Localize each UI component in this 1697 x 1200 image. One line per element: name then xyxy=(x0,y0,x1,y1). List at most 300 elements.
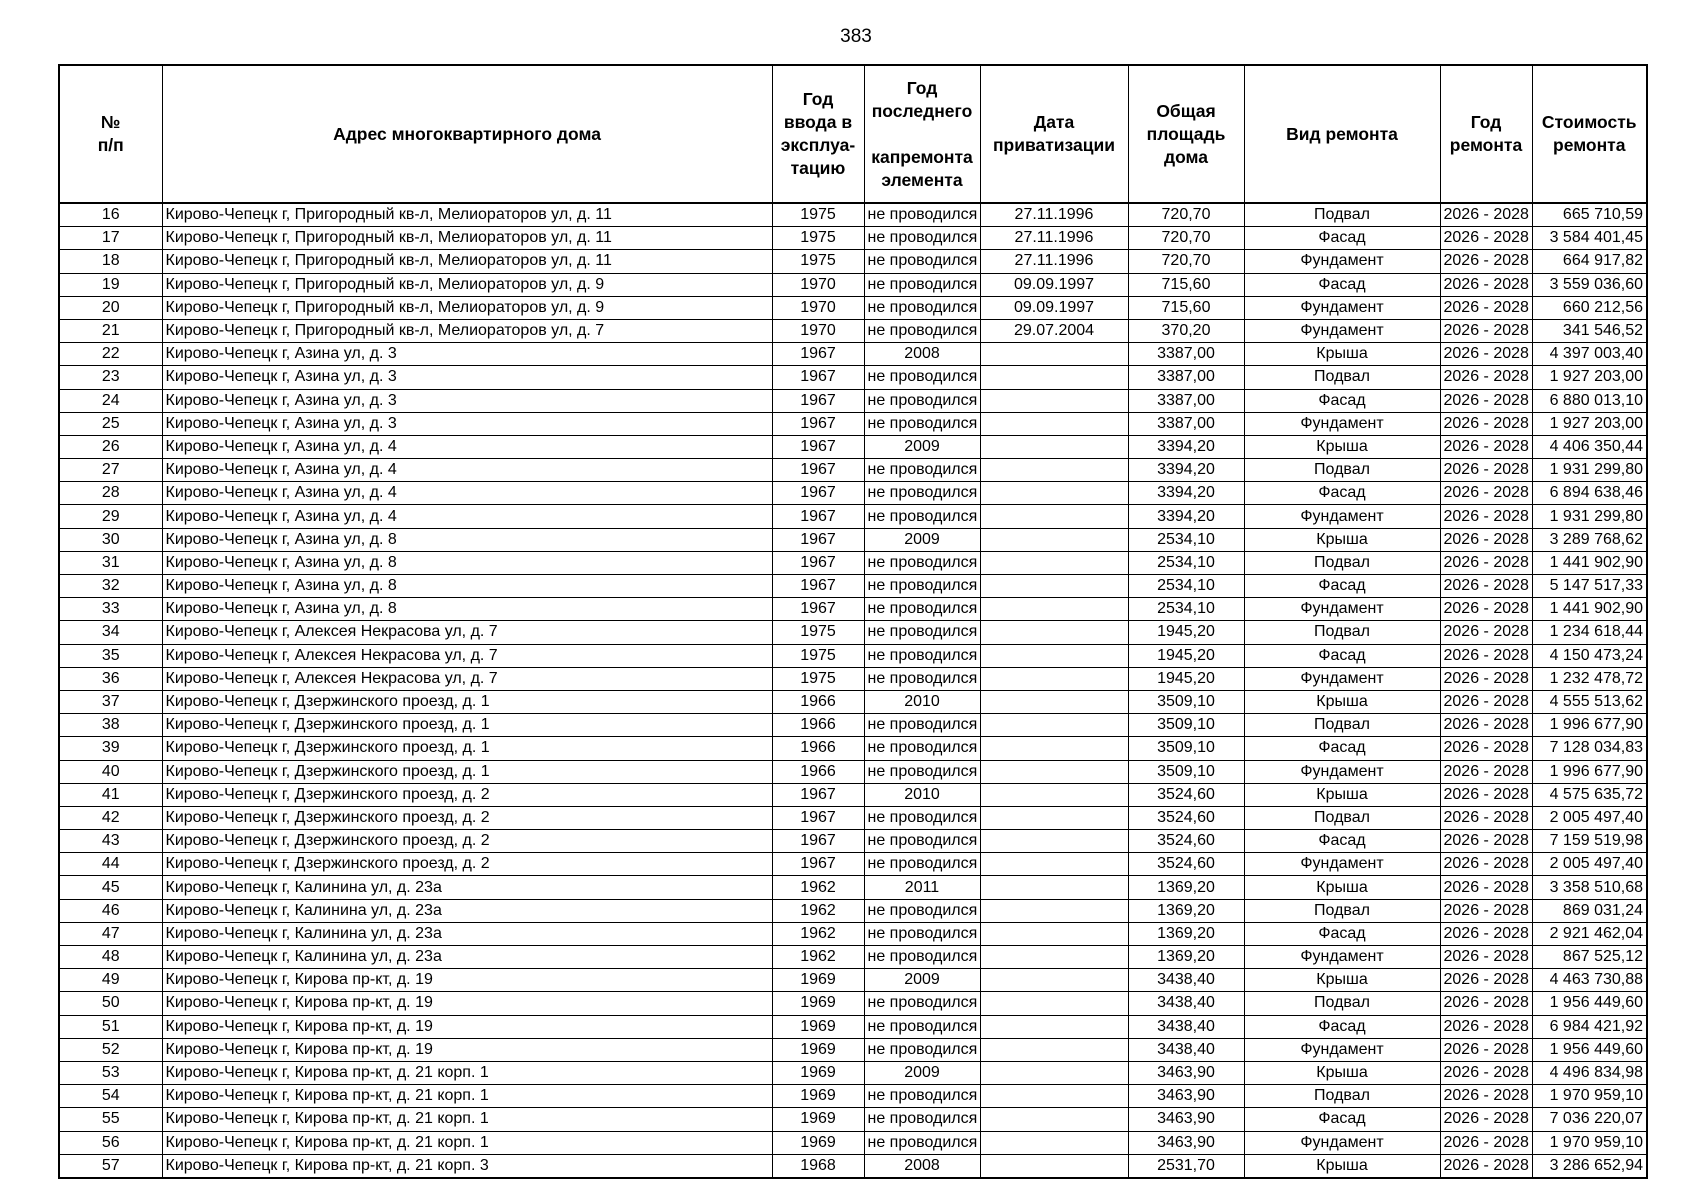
row-number: 30 xyxy=(59,528,162,551)
repair-type-cell: Фундамент xyxy=(1244,250,1440,273)
address-cell: Кирово-Чепецк г, Калинина ул, д. 23а xyxy=(162,876,772,899)
year-built-cell: 1962 xyxy=(772,946,864,969)
table-row xyxy=(59,899,1647,922)
repair-cost-cell: 1 996 677,90 xyxy=(1532,714,1647,737)
year-built-cell: 1967 xyxy=(772,783,864,806)
repair-year-cell: 2026 - 2028 xyxy=(1440,505,1532,528)
year-built-cell: 1967 xyxy=(772,830,864,853)
row-number: 24 xyxy=(59,389,162,412)
table-row xyxy=(59,992,1647,1015)
row-number: 38 xyxy=(59,714,162,737)
last-repair-cell: не проводился xyxy=(864,1131,980,1154)
header-line: Дата xyxy=(1033,112,1075,132)
last-repair-cell: не проводился xyxy=(864,389,980,412)
repair-cost-cell: 7 159 519,98 xyxy=(1532,830,1647,853)
last-repair-cell: 2008 xyxy=(864,1154,980,1178)
row-number: 44 xyxy=(59,853,162,876)
total-area-cell: 1369,20 xyxy=(1128,899,1244,922)
total-area-cell: 3463,90 xyxy=(1128,1131,1244,1154)
repair-cost-cell: 3 584 401,45 xyxy=(1532,227,1647,250)
repair-register-table xyxy=(58,64,1648,1179)
total-area-cell: 1945,20 xyxy=(1128,621,1244,644)
repair-year-cell: 2026 - 2028 xyxy=(1440,1015,1532,1038)
row-number: 17 xyxy=(59,227,162,250)
total-area-cell: 2531,70 xyxy=(1128,1154,1244,1178)
page-number: 383 xyxy=(840,26,872,47)
address-cell: Кирово-Чепецк г, Кирова пр-кт, д. 19 xyxy=(162,992,772,1015)
privatization-date-cell xyxy=(980,1108,1128,1131)
row-number: 51 xyxy=(59,1015,162,1038)
year-built-cell: 1975 xyxy=(772,667,864,690)
last-repair-cell: не проводился xyxy=(864,598,980,621)
table-row xyxy=(59,366,1647,389)
table-row xyxy=(59,853,1647,876)
repair-year-cell: 2026 - 2028 xyxy=(1440,435,1532,458)
address-cell: Кирово-Чепецк г, Азина ул, д. 8 xyxy=(162,551,772,574)
table-row xyxy=(59,412,1647,435)
year-built-cell: 1967 xyxy=(772,343,864,366)
row-number: 47 xyxy=(59,922,162,945)
repair-type-cell: Фундамент xyxy=(1244,319,1440,342)
repair-year-cell: 2026 - 2028 xyxy=(1440,296,1532,319)
privatization-date-cell: 27.11.1996 xyxy=(980,250,1128,273)
last-repair-cell: не проводился xyxy=(864,922,980,945)
row-number: 42 xyxy=(59,806,162,829)
repair-year-cell: 2026 - 2028 xyxy=(1440,459,1532,482)
address-cell: Кирово-Чепецк г, Калинина ул, д. 23а xyxy=(162,922,772,945)
repair-cost-cell: 7 036 220,07 xyxy=(1532,1108,1647,1131)
privatization-date-cell xyxy=(980,969,1128,992)
repair-year-cell: 2026 - 2028 xyxy=(1440,1154,1532,1178)
repair-type-cell: Крыша xyxy=(1244,1154,1440,1178)
header-total-area xyxy=(1128,65,1244,203)
last-repair-cell: не проводился xyxy=(864,412,980,435)
repair-cost-cell: 3 358 510,68 xyxy=(1532,876,1647,899)
row-number: 28 xyxy=(59,482,162,505)
total-area-cell: 3438,40 xyxy=(1128,992,1244,1015)
total-area-cell: 3509,10 xyxy=(1128,760,1244,783)
table-row xyxy=(59,296,1647,319)
repair-year-cell: 2026 - 2028 xyxy=(1440,899,1532,922)
table-row xyxy=(59,250,1647,273)
row-number: 34 xyxy=(59,621,162,644)
address-cell: Кирово-Чепецк г, Азина ул, д. 3 xyxy=(162,366,772,389)
last-repair-cell: не проводился xyxy=(864,760,980,783)
total-area-cell: 3463,90 xyxy=(1128,1085,1244,1108)
repair-year-cell: 2026 - 2028 xyxy=(1440,366,1532,389)
total-area-cell: 3509,10 xyxy=(1128,690,1244,713)
repair-type-cell: Фундамент xyxy=(1244,598,1440,621)
header-line: Год xyxy=(802,89,834,109)
table-row xyxy=(59,435,1647,458)
year-built-cell: 1969 xyxy=(772,1061,864,1084)
address-cell: Кирово-Чепецк г, Азина ул, д. 4 xyxy=(162,482,772,505)
total-area-cell: 3387,00 xyxy=(1128,366,1244,389)
total-area-cell: 3394,20 xyxy=(1128,482,1244,505)
table-row xyxy=(59,482,1647,505)
year-built-cell: 1970 xyxy=(772,273,864,296)
row-number: 43 xyxy=(59,830,162,853)
repair-type-cell: Крыша xyxy=(1244,783,1440,806)
repair-cost-cell: 3 559 036,60 xyxy=(1532,273,1647,296)
year-built-cell: 1967 xyxy=(772,505,864,528)
privatization-date-cell xyxy=(980,783,1128,806)
last-repair-cell: не проводился xyxy=(864,505,980,528)
repair-cost-cell: 3 289 768,62 xyxy=(1532,528,1647,551)
address-cell: Кирово-Чепецк г, Азина ул, д. 4 xyxy=(162,435,772,458)
table-row xyxy=(59,227,1647,250)
address-cell: Кирово-Чепецк г, Алексея Некрасова ул, д. 7 xyxy=(162,621,772,644)
repair-year-cell: 2026 - 2028 xyxy=(1440,783,1532,806)
privatization-date-cell xyxy=(980,644,1128,667)
table-row xyxy=(59,1061,1647,1084)
header-line: ремонта xyxy=(1553,135,1626,155)
total-area-cell: 3394,20 xyxy=(1128,505,1244,528)
repair-cost-cell: 4 150 473,24 xyxy=(1532,644,1647,667)
header-line: Общая xyxy=(1156,100,1216,121)
last-repair-cell: не проводился xyxy=(864,830,980,853)
row-number: 25 xyxy=(59,412,162,435)
total-area-cell: 3438,40 xyxy=(1128,969,1244,992)
last-repair-cell: не проводился xyxy=(864,1085,980,1108)
repair-cost-cell: 1 927 203,00 xyxy=(1532,412,1647,435)
privatization-date-cell xyxy=(980,412,1128,435)
table-row xyxy=(59,598,1647,621)
total-area-cell: 3509,10 xyxy=(1128,714,1244,737)
table-row xyxy=(59,783,1647,806)
year-built-cell: 1967 xyxy=(772,598,864,621)
privatization-date-cell xyxy=(980,1015,1128,1038)
header-repair-cost xyxy=(1532,65,1647,203)
repair-year-cell: 2026 - 2028 xyxy=(1440,922,1532,945)
table-body xyxy=(59,203,1647,1178)
repair-type-cell: Крыша xyxy=(1244,876,1440,899)
header-line: ввода в xyxy=(783,112,853,132)
privatization-date-cell xyxy=(980,922,1128,945)
header-line: п/п xyxy=(97,135,124,155)
repair-type-cell: Подвал xyxy=(1244,714,1440,737)
repair-cost-cell: 4 463 730,88 xyxy=(1532,969,1647,992)
row-number: 36 xyxy=(59,667,162,690)
year-built-cell: 1962 xyxy=(772,922,864,945)
repair-type-cell: Подвал xyxy=(1244,203,1440,227)
privatization-date-cell xyxy=(980,714,1128,737)
address-cell: Кирово-Чепецк г, Кирова пр-кт, д. 21 корп. 1 xyxy=(162,1108,772,1131)
total-area-cell: 1945,20 xyxy=(1128,667,1244,690)
privatization-date-cell xyxy=(980,992,1128,1015)
address-cell: Кирово-Чепецк г, Кирова пр-кт, д. 19 xyxy=(162,1038,772,1061)
year-built-cell: 1969 xyxy=(772,1085,864,1108)
header-line: эксплуа- xyxy=(780,135,856,155)
address-cell: Кирово-Чепецк г, Пригородный кв-л, Мелиораторов ул, д. 7 xyxy=(162,319,772,342)
table-row xyxy=(59,575,1647,598)
table-row xyxy=(59,690,1647,713)
year-built-cell: 1969 xyxy=(772,1038,864,1061)
repair-year-cell: 2026 - 2028 xyxy=(1440,598,1532,621)
address-cell: Кирово-Чепецк г, Пригородный кв-л, Мелиораторов ул, д. 11 xyxy=(162,250,772,273)
address-cell: Кирово-Чепецк г, Кирова пр-кт, д. 21 корп. 1 xyxy=(162,1085,772,1108)
total-area-cell: 2534,10 xyxy=(1128,575,1244,598)
last-repair-cell: не проводился xyxy=(864,482,980,505)
repair-cost-cell: 867 525,12 xyxy=(1532,946,1647,969)
year-built-cell: 1962 xyxy=(772,899,864,922)
address-cell: Кирово-Чепецк г, Дзержинского проезд, д. 2 xyxy=(162,783,772,806)
header-year-built xyxy=(772,65,864,203)
repair-year-cell: 2026 - 2028 xyxy=(1440,714,1532,737)
row-number: 16 xyxy=(59,203,162,227)
privatization-date-cell: 27.11.1996 xyxy=(980,203,1128,227)
row-number: 31 xyxy=(59,551,162,574)
address-cell: Кирово-Чепецк г, Азина ул, д. 8 xyxy=(162,575,772,598)
table-row xyxy=(59,969,1647,992)
repair-cost-cell: 1 927 203,00 xyxy=(1532,366,1647,389)
repair-cost-cell: 4 397 003,40 xyxy=(1532,343,1647,366)
repair-type-cell: Фасад xyxy=(1244,482,1440,505)
repair-type-cell: Подвал xyxy=(1244,899,1440,922)
last-repair-cell: не проводился xyxy=(864,227,980,250)
repair-cost-cell: 1 931 299,80 xyxy=(1532,459,1647,482)
row-number: 22 xyxy=(59,343,162,366)
repair-year-cell: 2026 - 2028 xyxy=(1440,575,1532,598)
year-built-cell: 1969 xyxy=(772,992,864,1015)
year-built-cell: 1967 xyxy=(772,389,864,412)
repair-type-cell: Подвал xyxy=(1244,551,1440,574)
repair-year-cell: 2026 - 2028 xyxy=(1440,203,1532,227)
total-area-cell: 2534,10 xyxy=(1128,551,1244,574)
row-number: 46 xyxy=(59,899,162,922)
privatization-date-cell xyxy=(980,1131,1128,1154)
total-area-cell: 370,20 xyxy=(1128,319,1244,342)
privatization-date-cell xyxy=(980,366,1128,389)
year-built-cell: 1969 xyxy=(772,1015,864,1038)
repair-type-cell: Фасад xyxy=(1244,575,1440,598)
repair-cost-cell: 665 710,59 xyxy=(1532,203,1647,227)
total-area-cell: 3438,40 xyxy=(1128,1015,1244,1038)
repair-type-cell: Подвал xyxy=(1244,806,1440,829)
repair-cost-cell: 869 031,24 xyxy=(1532,899,1647,922)
repair-cost-cell: 4 496 834,98 xyxy=(1532,1061,1647,1084)
privatization-date-cell: 09.09.1997 xyxy=(980,273,1128,296)
row-number: 20 xyxy=(59,296,162,319)
header-line: элемента xyxy=(881,169,963,190)
table-row xyxy=(59,644,1647,667)
row-number: 37 xyxy=(59,690,162,713)
last-repair-cell: не проводился xyxy=(864,737,980,760)
last-repair-cell: не проводился xyxy=(864,575,980,598)
year-built-cell: 1970 xyxy=(772,319,864,342)
header-repair-year xyxy=(1440,65,1532,203)
header-line: площадь xyxy=(1146,123,1226,144)
year-built-cell: 1962 xyxy=(772,876,864,899)
address-cell: Кирово-Чепецк г, Дзержинского проезд, д. 2 xyxy=(162,806,772,829)
repair-year-cell: 2026 - 2028 xyxy=(1440,1085,1532,1108)
header-repair-type xyxy=(1244,65,1440,203)
year-built-cell: 1969 xyxy=(772,1131,864,1154)
repair-cost-cell: 1 956 449,60 xyxy=(1532,992,1647,1015)
repair-type-cell: Фасад xyxy=(1244,922,1440,945)
total-area-cell: 1369,20 xyxy=(1128,946,1244,969)
total-area-cell: 1369,20 xyxy=(1128,876,1244,899)
header-line: дома xyxy=(1163,146,1208,167)
repair-year-cell: 2026 - 2028 xyxy=(1440,551,1532,574)
address-cell: Кирово-Чепецк г, Калинина ул, д. 23а xyxy=(162,899,772,922)
table-row xyxy=(59,1154,1647,1178)
table-row xyxy=(59,389,1647,412)
privatization-date-cell: 29.07.2004 xyxy=(980,319,1128,342)
privatization-date-cell xyxy=(980,853,1128,876)
last-repair-cell: не проводился xyxy=(864,899,980,922)
table-row xyxy=(59,737,1647,760)
repair-year-cell: 2026 - 2028 xyxy=(1440,737,1532,760)
table-header-row xyxy=(59,65,1647,203)
repair-year-cell: 2026 - 2028 xyxy=(1440,621,1532,644)
last-repair-cell: не проводился xyxy=(864,853,980,876)
repair-type-cell: Подвал xyxy=(1244,1085,1440,1108)
row-number: 32 xyxy=(59,575,162,598)
repair-cost-cell: 2 005 497,40 xyxy=(1532,806,1647,829)
table-row xyxy=(59,319,1647,342)
total-area-cell: 3524,60 xyxy=(1128,806,1244,829)
privatization-date-cell xyxy=(980,1085,1128,1108)
row-number: 29 xyxy=(59,505,162,528)
header-privatization-date xyxy=(980,65,1128,203)
address-cell: Кирово-Чепецк г, Кирова пр-кт, д. 21 корп. 1 xyxy=(162,1061,772,1084)
privatization-date-cell: 09.09.1997 xyxy=(980,296,1128,319)
row-number: 56 xyxy=(59,1131,162,1154)
repair-type-cell: Фундамент xyxy=(1244,296,1440,319)
address-cell: Кирово-Чепецк г, Кирова пр-кт, д. 19 xyxy=(162,1015,772,1038)
repair-year-cell: 2026 - 2028 xyxy=(1440,806,1532,829)
year-built-cell: 1975 xyxy=(772,644,864,667)
address-cell: Кирово-Чепецк г, Азина ул, д. 4 xyxy=(162,459,772,482)
privatization-date-cell xyxy=(980,1061,1128,1084)
repair-type-cell: Подвал xyxy=(1244,992,1440,1015)
row-number: 18 xyxy=(59,250,162,273)
address-cell: Кирово-Чепецк г, Дзержинского проезд, д. 1 xyxy=(162,690,772,713)
total-area-cell: 3394,20 xyxy=(1128,459,1244,482)
table-row xyxy=(59,1038,1647,1061)
total-area-cell: 2534,10 xyxy=(1128,528,1244,551)
privatization-date-cell: 27.11.1996 xyxy=(980,227,1128,250)
header-line: Адрес многоквартирного дома xyxy=(333,123,601,144)
last-repair-cell: 2009 xyxy=(864,435,980,458)
total-area-cell: 3524,60 xyxy=(1128,783,1244,806)
address-cell: Кирово-Чепецк г, Дзержинского проезд, д. 1 xyxy=(162,760,772,783)
total-area-cell: 715,60 xyxy=(1128,296,1244,319)
repair-year-cell: 2026 - 2028 xyxy=(1440,343,1532,366)
repair-type-cell: Крыша xyxy=(1244,969,1440,992)
privatization-date-cell xyxy=(980,737,1128,760)
table-row xyxy=(59,1015,1647,1038)
row-number: 50 xyxy=(59,992,162,1015)
row-number: 41 xyxy=(59,783,162,806)
year-built-cell: 1967 xyxy=(772,435,864,458)
last-repair-cell: 2008 xyxy=(864,343,980,366)
privatization-date-cell xyxy=(980,343,1128,366)
repair-type-cell: Крыша xyxy=(1244,690,1440,713)
repair-type-cell: Фасад xyxy=(1244,389,1440,412)
header-line: Стоимость xyxy=(1541,112,1637,132)
header-line xyxy=(867,123,978,146)
header-line: Год xyxy=(906,77,938,98)
table-row xyxy=(59,273,1647,296)
privatization-date-cell xyxy=(980,389,1128,412)
last-repair-cell: не проводился xyxy=(864,992,980,1015)
total-area-cell: 1945,20 xyxy=(1128,644,1244,667)
repair-type-cell: Фундамент xyxy=(1244,412,1440,435)
repair-year-cell: 2026 - 2028 xyxy=(1440,667,1532,690)
year-built-cell: 1966 xyxy=(772,760,864,783)
header-line: № xyxy=(100,112,121,132)
repair-year-cell: 2026 - 2028 xyxy=(1440,389,1532,412)
repair-cost-cell: 4 555 513,62 xyxy=(1532,690,1647,713)
year-built-cell: 1968 xyxy=(772,1154,864,1178)
repair-type-cell: Фундамент xyxy=(1244,1038,1440,1061)
repair-cost-cell: 2 921 462,04 xyxy=(1532,922,1647,945)
year-built-cell: 1967 xyxy=(772,806,864,829)
last-repair-cell: не проводился xyxy=(864,1108,980,1131)
repair-cost-cell: 1 232 478,72 xyxy=(1532,667,1647,690)
repair-type-cell: Подвал xyxy=(1244,459,1440,482)
last-repair-cell: не проводился xyxy=(864,1038,980,1061)
last-repair-cell: не проводился xyxy=(864,319,980,342)
total-area-cell: 1369,20 xyxy=(1128,922,1244,945)
table-row xyxy=(59,621,1647,644)
address-cell: Кирово-Чепецк г, Пригородный кв-л, Мелиораторов ул, д. 11 xyxy=(162,227,772,250)
privatization-date-cell xyxy=(980,806,1128,829)
address-cell: Кирово-Чепецк г, Дзержинского проезд, д. 1 xyxy=(162,714,772,737)
row-number: 49 xyxy=(59,969,162,992)
repair-year-cell: 2026 - 2028 xyxy=(1440,969,1532,992)
repair-cost-cell: 2 005 497,40 xyxy=(1532,853,1647,876)
privatization-date-cell xyxy=(980,435,1128,458)
total-area-cell: 3387,00 xyxy=(1128,343,1244,366)
repair-year-cell: 2026 - 2028 xyxy=(1440,946,1532,969)
year-built-cell: 1975 xyxy=(772,227,864,250)
header-num xyxy=(59,65,162,203)
address-cell: Кирово-Чепецк г, Пригородный кв-л, Мелиораторов ул, д. 9 xyxy=(162,273,772,296)
total-area-cell: 3463,90 xyxy=(1128,1108,1244,1131)
privatization-date-cell xyxy=(980,690,1128,713)
address-cell: Кирово-Чепецк г, Кирова пр-кт, д. 21 корп. 1 xyxy=(162,1131,772,1154)
table-row xyxy=(59,1131,1647,1154)
address-cell: Кирово-Чепецк г, Азина ул, д. 3 xyxy=(162,389,772,412)
row-number: 55 xyxy=(59,1108,162,1131)
address-cell: Кирово-Чепецк г, Дзержинского проезд, д. 1 xyxy=(162,737,772,760)
repair-cost-cell: 1 970 959,10 xyxy=(1532,1131,1647,1154)
address-cell: Кирово-Чепецк г, Азина ул, д. 8 xyxy=(162,598,772,621)
repair-year-cell: 2026 - 2028 xyxy=(1440,1131,1532,1154)
last-repair-cell: не проводился xyxy=(864,273,980,296)
repair-cost-cell: 5 147 517,33 xyxy=(1532,575,1647,598)
year-built-cell: 1967 xyxy=(772,528,864,551)
repair-cost-cell: 6 894 638,46 xyxy=(1532,482,1647,505)
repair-year-cell: 2026 - 2028 xyxy=(1440,1108,1532,1131)
privatization-date-cell xyxy=(980,575,1128,598)
repair-cost-cell: 660 212,56 xyxy=(1532,296,1647,319)
repair-type-cell: Фасад xyxy=(1244,227,1440,250)
repair-type-cell: Фундамент xyxy=(1244,760,1440,783)
total-area-cell: 2534,10 xyxy=(1128,598,1244,621)
repair-year-cell: 2026 - 2028 xyxy=(1440,992,1532,1015)
row-number: 19 xyxy=(59,273,162,296)
privatization-date-cell xyxy=(980,876,1128,899)
repair-cost-cell: 6 880 013,10 xyxy=(1532,389,1647,412)
total-area-cell: 3463,90 xyxy=(1128,1061,1244,1084)
table-row xyxy=(59,1085,1647,1108)
privatization-date-cell xyxy=(980,946,1128,969)
table-row xyxy=(59,667,1647,690)
